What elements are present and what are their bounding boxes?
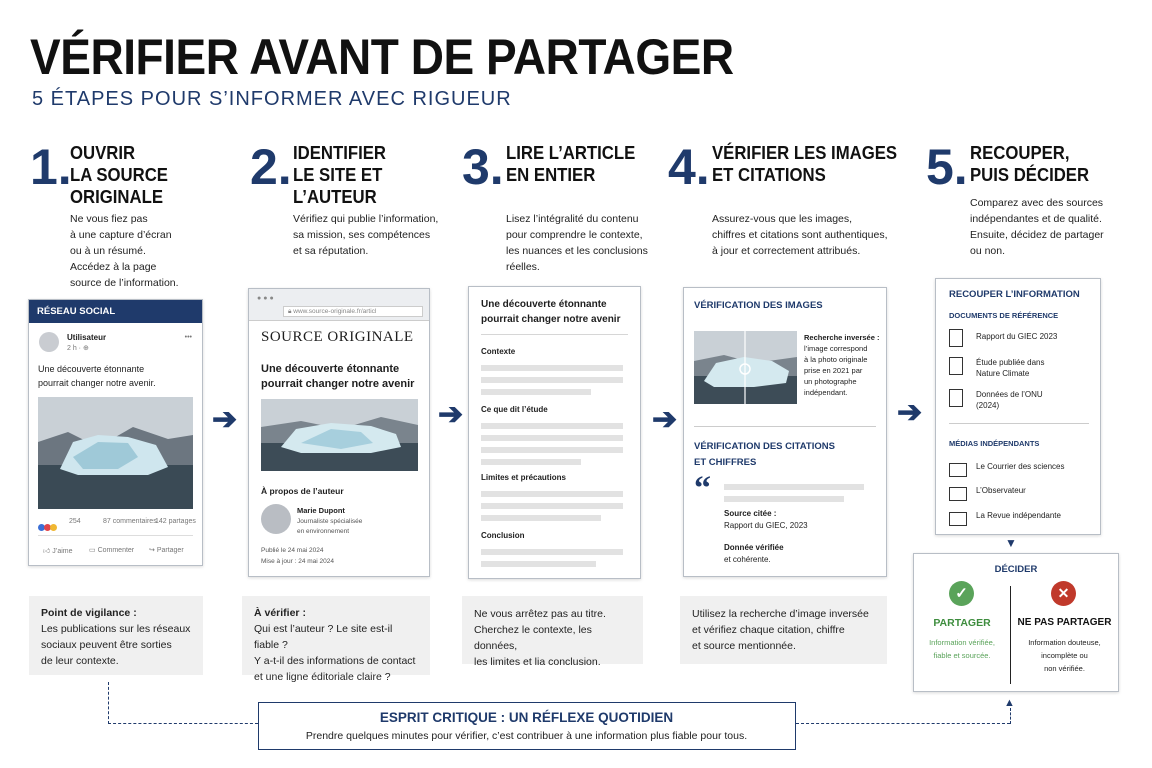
document-icon [949,329,963,347]
reference-documents-title: DOCUMENTS DE RÉFÉRENCE [949,311,1059,320]
tip-box-step-2 [242,596,430,683]
page-subtitle: 5 ÉTAPES POUR S’INFORMER AVEC RIGUEUR [32,88,512,110]
tip-box-step-4 [680,596,887,664]
step-1-title [70,142,168,208]
tip-line: Cherchez le contexte, les données, [474,624,592,652]
post-text [38,362,156,390]
step-2-number: 2. [250,139,292,195]
author-role-line: en environnement [297,528,350,535]
step-2-title-line: L’AUTEUR [293,187,377,207]
browser-window-card [248,288,430,577]
doc-label [976,389,1043,411]
text-placeholder [724,496,844,502]
tip-line: les limites et lia conclusion. [474,656,601,668]
comment-button[interactable] [89,546,134,554]
media-item[interactable] [949,461,1065,479]
author-avatar [261,504,291,534]
step-4-title-line: ET CITATIONS [712,165,826,185]
text-placeholder [481,447,623,453]
reverse-image-comparison [694,331,797,404]
decision-card [913,553,1119,692]
desc-line: chiffres et citations sont authentiques, [712,229,888,241]
tip-box-step-1 [29,596,203,675]
window-controls-icon[interactable]: ●●● [257,295,276,302]
divider [949,423,1089,424]
step-3-title [506,142,635,186]
share-desc-line: Information vérifiée, [929,638,995,647]
address-bar[interactable] [283,306,423,317]
reactions-count: 254 [69,518,81,525]
section-heading: Conclusion [481,531,525,540]
reference-doc-item[interactable] [949,357,1045,378]
social-post-card [28,299,203,566]
avatar [39,332,59,352]
source-value: Rapport du GIEC, 2023 [724,521,808,530]
step-4-number: 4. [668,139,710,195]
dashed-connector [796,723,1010,724]
reverse-search-result [804,332,879,398]
cross-icon: ✕ [1051,581,1076,606]
headline-line: pourrait changer notre avenir [261,378,415,390]
step-1-number: 1. [30,139,72,195]
share-desc-line: fiable et sourcée. [933,651,991,660]
tip-line: Ne vous arrêtez pas au titre. [474,608,606,620]
comment-label: Commenter [97,547,135,554]
tip-line: et vérifiez chaque citation, chiffre [692,624,845,636]
desc-line: Comparez avec des sources [970,197,1104,209]
dashed-connector [1010,708,1011,724]
step-2-title-line: LE SITE ET [293,165,383,185]
text-placeholder [481,377,623,383]
step-2-title-line: IDENTIFIER [293,143,387,163]
citations-verification-title [694,439,835,471]
social-card-header: RÉSEAU SOCIAL [29,300,202,323]
reverse-line: un photographe [804,377,857,386]
desc-line: Ensuite, décidez de partager [970,229,1104,241]
document-icon [949,357,963,375]
step-5-title [970,142,1089,186]
desc-line: à jour et correctement attribués. [712,245,861,257]
iceberg-photo [38,397,193,509]
tip-line: Y a-t-il des informations de contact [254,655,416,667]
tip-title: À vérifier : [254,607,306,619]
tip-box-step-3 [462,596,643,668]
tip-line: Utilisez la recherche d’image inversée [692,608,869,620]
post-text-line: Une découverte étonnante [38,364,145,374]
reference-doc-item[interactable] [949,389,1043,410]
thumbs-up-icon: 👍︎ [43,548,53,555]
step-4-title [712,142,897,186]
tip-line: Les publications sur les réseaux [41,623,191,635]
doc-label-line: Étude publiée dans [976,358,1045,367]
step-4-description [712,211,888,259]
step-1-title-line: ORIGINALE [70,187,164,207]
step-1-description [70,211,179,291]
footer-text: Prendre quelques minutes pour vérifier, c’est contribuer à une information plus fiable pour tous. [305,730,748,742]
step-3-number: 3. [462,139,504,195]
arrow-right-icon: ➔ [212,403,238,436]
text-placeholder [481,503,623,509]
reverse-line: l’image correspond [804,344,868,353]
reverse-line: Recherche inversée : [804,333,880,342]
newspaper-icon [949,463,967,477]
tip-line: de leur contexte. [41,655,119,667]
dashed-connector [108,723,258,724]
newspaper-icon [949,487,967,501]
text-placeholder [724,484,864,490]
desc-line: source de l’information. [70,277,179,289]
text-placeholder [481,365,623,371]
no-share-option-description [1011,636,1118,675]
url-text: www.source-originale.fr/articl [293,308,377,315]
desc-line: indépendantes et de qualité. [970,213,1102,225]
about-author-heading: À propos de l’auteur [261,486,344,496]
verified-data [724,542,784,566]
more-options-icon[interactable]: ••• [184,334,192,341]
media-label: La Revue indépendante [976,511,1061,520]
publication-dates [261,545,334,567]
no-share-desc-line: Information douteuse, [1028,638,1101,647]
document-icon [949,389,963,407]
tip-line: et source mentionnée. [692,640,796,652]
source-label: Source citée : [724,509,777,518]
reaction-icons [38,518,57,536]
arrow-right-icon: ➔ [438,398,464,431]
step-1-title-line: LA SOURCE [70,165,168,185]
article-headline [481,297,620,327]
step-2-title [293,142,386,208]
reference-doc-item[interactable] [949,329,1058,347]
tip-line: Qui est l’auteur ? Le site est-il fiable ? [254,623,393,651]
post-username: Utilisateur [67,333,107,342]
desc-line: Vérifiez qui publie l’information, [293,213,439,225]
reverse-line: à la photo originale [804,355,868,364]
desc-line: Assurez-vous que les images, [712,213,853,225]
no-share-desc-line: non vérifiée. [1044,664,1085,673]
text-placeholder [481,549,623,555]
post-text-line: pourrait changer notre avenir. [38,378,156,388]
desc-line: Ne vous fiez pas [70,213,148,225]
share-label: Partager [156,547,184,554]
desc-line: ou non. [970,245,1006,257]
independent-media-title: MÉDIAS INDÉPENDANTS [949,439,1040,448]
doc-label: Rapport du GIEC 2023 [976,332,1058,341]
citations-title-line: VÉRIFICATION DES CITATIONS [694,441,835,452]
share-button[interactable] [149,546,184,554]
headline-line: Une découverte étonnante [481,299,607,310]
desc-line: à une capture d’écran [70,229,172,241]
desc-line: sa mission, ses compétences [293,229,431,241]
newspaper-icon [949,512,967,526]
text-placeholder [481,491,623,497]
step-3-description [506,211,648,275]
media-label: Le Courrier des sciences [976,462,1065,471]
desc-line: réelles. [506,261,540,273]
no-share-option-label[interactable]: NE PAS PARTAGER [1017,617,1112,628]
tip-line: sociaux peuvent être sorties [41,639,172,651]
step-5-number: 5. [926,139,968,195]
text-placeholder [481,423,623,429]
site-name: SOURCE ORIGINALE [261,329,414,345]
like-label: J’aime [52,548,73,555]
step-3-title-line: EN ENTIER [506,165,596,185]
desc-line: Lisez l’intégralité du contenu [506,213,639,225]
full-article-card [468,286,641,579]
footer-banner [258,702,796,750]
media-item[interactable] [949,485,1026,503]
tip-line: et une ligne éditoriale claire ? [254,671,391,683]
crosscheck-card [935,278,1101,535]
step-1-title-line: OUVRIR [70,143,136,163]
desc-line: pour comprendre le contexte, [506,229,643,241]
like-button[interactable] [43,546,73,555]
author-role [297,517,362,537]
reverse-line: prise en 2021 par [804,366,863,375]
divider [694,426,876,427]
author-role-line: Journaliste spécialisée [297,518,363,525]
media-label: L’Observateur [976,486,1026,495]
footer-title: ESPRIT CRITIQUE : UN RÉFLEXE QUOTIDIEN [379,710,674,725]
headline-line: Une découverte étonnante [261,363,400,375]
doc-label [976,357,1045,379]
desc-line: ou à un résumé. [70,245,146,257]
updated-date: Mise à jour : 24 mai 2024 [261,558,334,565]
divider [38,535,193,536]
divider [481,334,628,335]
desc-line: les nuances et les conclusions [506,245,648,257]
comment-icon: ▭ [89,547,98,554]
step-5-title-line: RECOUPER, [970,143,1070,163]
arrow-up-icon: ▲ [1004,697,1015,709]
arrow-right-icon: ➔ [652,403,678,436]
text-placeholder [481,435,623,441]
shares-count[interactable]: 142 partages [155,518,196,525]
arrow-down-icon: ▼ [1005,536,1017,550]
lock-icon: 🔒︎ [288,308,294,315]
page-title: VÉRIFIER AVANT DE PARTAGER [30,29,734,85]
iceberg-photo [261,399,418,471]
step-4-title-line: VÉRIFIER LES IMAGES [712,143,898,163]
text-placeholder [481,459,581,465]
step-5-title-line: PUIS DÉCIDER [970,165,1090,185]
crosscheck-title: RECOUPER L’INFORMATION [949,289,1080,300]
step-2-description [293,211,438,259]
checkmark-icon: ✓ [949,581,974,606]
arrow-right-icon: ➔ [897,396,923,429]
tip-title: Point de vigilance : [41,607,137,619]
section-heading: Limites et précautions [481,473,566,482]
author-name[interactable]: Marie Dupont [297,506,345,515]
post-time: 2 h · ⊕ [67,345,89,352]
images-verification-title: VÉRIFICATION DES IMAGES [694,300,823,311]
no-share-desc-line: incomplète ou [1041,651,1088,660]
doc-label-line: Données de l’ONU [976,390,1043,399]
quote-icon: “ [694,470,711,507]
article-headline [261,362,414,392]
data-label: Donnée vérifiée [724,543,784,552]
doc-label-line: Nature Climate [976,369,1030,378]
desc-line: et sa réputation. [293,245,369,257]
doc-label-line: (2024) [976,401,1000,410]
share-option-description [914,636,1010,662]
comments-count[interactable]: 87 commentaires [103,518,157,525]
decide-title: DÉCIDER [994,564,1038,575]
verification-card [683,287,887,577]
published-date: Publié le 24 mai 2024 [261,547,324,554]
citations-title-line: ET CHIFFRES [694,457,757,468]
text-placeholder [481,515,601,521]
step-5-description [970,195,1104,259]
step-3-title-line: LIRE L’ARTICLE [506,143,636,163]
data-value: et cohérente. [724,555,771,564]
text-placeholder [481,389,591,395]
section-heading: Contexte [481,347,516,356]
share-option-label[interactable]: PARTAGER [933,617,991,629]
desc-line: Accédez à la page [70,261,157,273]
cited-source [724,508,808,532]
headline-line: pourrait changer notre avenir [481,314,621,325]
media-item[interactable] [949,510,1061,528]
reverse-line: indépendant. [804,388,848,397]
dashed-connector [108,682,109,724]
section-heading: Ce que dit l’étude [481,405,548,414]
share-icon: ↪ [149,547,157,554]
text-placeholder [481,561,596,567]
